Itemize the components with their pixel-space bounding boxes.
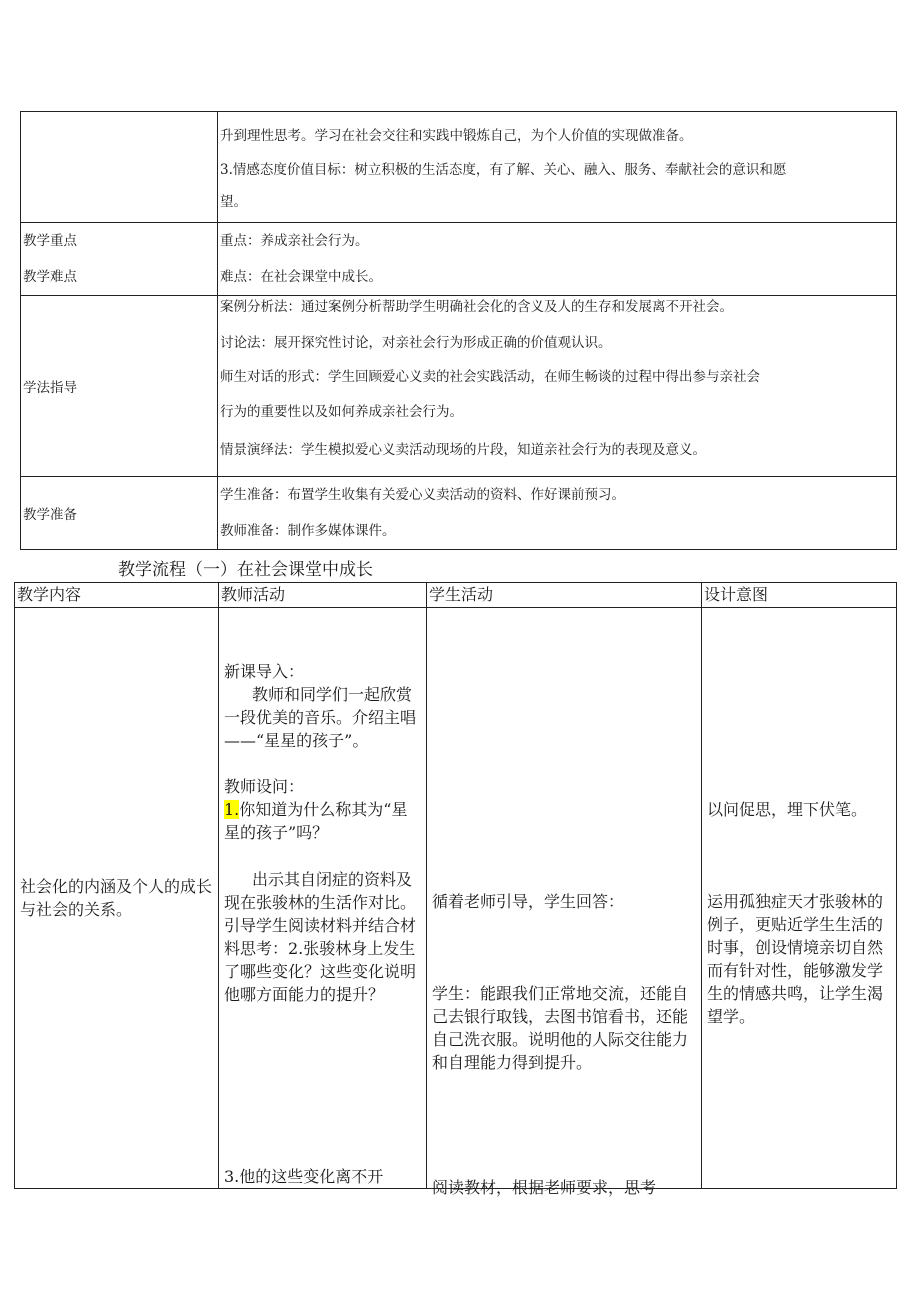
flow-heading: 教学流程（一）在社会课堂中成长 — [118, 560, 373, 580]
header-student: 学生活动 — [427, 583, 702, 608]
prep-label: 教学准备 — [23, 507, 77, 523]
difficulty-label: 教学难点 — [23, 269, 77, 285]
method-line: 情景演绎法：学生模拟爱心义卖活动现场的片段，知道亲社会行为的表现及意义。 — [220, 442, 706, 458]
content-cell — [15, 608, 219, 1189]
header-content: 教学内容 — [15, 583, 219, 608]
header-design: 设计意图 — [702, 583, 897, 608]
intro-title: 新课导入： — [224, 662, 305, 681]
highlight-mark: 1. — [224, 800, 240, 819]
design-intent-1: 以问促思，埋下伏笔。 — [707, 800, 868, 819]
student-response-3: 阅读教材，根据老师要求，思考 — [432, 1178, 657, 1197]
key-points-label-cell — [21, 223, 218, 296]
intro-text: 教师和同学们一起欣赏一段优美的音乐。介绍主唱——“星星的孩子”。 — [224, 685, 417, 750]
lesson-info-table — [20, 111, 897, 550]
prep-label-cell — [21, 477, 218, 550]
teaching-flow-table — [14, 582, 897, 1197]
question-2: 出示其自闭症的资料及现在张骏林的生活作对比。引导学生阅读材料并结合材料思考：2.张骏林身上发生了哪些变化？这些变化说明他哪方面能力的提升？ — [224, 870, 417, 1004]
key-point-text: 重点：养成亲社会行为。 — [220, 233, 369, 249]
key-point-label: 教学重点 — [23, 233, 77, 249]
teacher-cell — [219, 608, 427, 1189]
objective-line: 升到理性思考。学习在社会交往和实践中锻炼自己，为个人价值的实现做准备。 — [220, 128, 693, 144]
method-label: 学法指导 — [23, 380, 77, 396]
method-line: 师生对话的形式：学生回顾爱心义卖的社会实践活动，在师生畅谈的过程中得出参与亲社会 — [220, 369, 760, 385]
objective-line: 3.情感态度价值目标：树立积极的生活态度，有了解、关心、融入、服务、奉献社会的意识和愿 — [220, 162, 787, 178]
method-cell — [218, 296, 897, 477]
question-1-text: 你知道为什么称其为“星星的孩子”吗？ — [224, 800, 408, 842]
empty-label-cell — [21, 112, 218, 223]
table-row — [21, 223, 897, 296]
method-line: 讨论法：展开探究性讨论，对亲社会行为形成正确的价值观认识。 — [220, 335, 612, 351]
key-points-cell — [218, 223, 897, 296]
question-3: 3.他的这些变化离不开 — [224, 1167, 384, 1186]
content-text: 社会化的内涵及个人的成长与社会的关系。 — [20, 877, 213, 919]
table-row — [21, 477, 897, 550]
student-response-2: 学生：能跟我们正常地交流，还能自己去银行取钱，去图书馆看书，还能自己洗衣服。说明他的人际交往能力和自理能力得到提升。 — [432, 984, 689, 1072]
table-row — [15, 608, 897, 1189]
method-line: 案例分析法：通过案例分析帮助学生明确社会化的含义及人的生存和发展离不开社会。 — [220, 299, 733, 315]
design-cell — [702, 608, 897, 1189]
student-cell — [427, 608, 702, 1197]
design-intent-2: 运用孤独症天才张骏林的例子，更贴近学生生活的时事，创设情境亲切自然而有针对性，能够激发学生的情感共鸣，让学生渴望学。 — [707, 892, 884, 1026]
objectives-cell — [218, 112, 897, 223]
prep-line: 教师准备：制作多媒体课件。 — [220, 523, 396, 539]
table-row — [21, 112, 897, 223]
method-line: 行为的重要性以及如何养成亲社会行为。 — [220, 404, 463, 420]
question-title: 教师设问： — [224, 777, 305, 796]
prep-cell — [218, 477, 897, 550]
student-response-1: 循着老师引导，学生回答： — [432, 892, 625, 911]
table-row — [21, 296, 897, 477]
objective-line: 望。 — [220, 194, 247, 210]
header-teacher: 教师活动 — [219, 583, 427, 608]
difficulty-text: 难点：在社会课堂中成长。 — [220, 269, 382, 285]
question-1 — [224, 798, 422, 844]
table-header-row — [15, 583, 897, 608]
prep-line: 学生准备：布置学生收集有关爱心义卖活动的资料、作好课前预习。 — [220, 487, 625, 503]
method-label-cell — [21, 296, 218, 477]
